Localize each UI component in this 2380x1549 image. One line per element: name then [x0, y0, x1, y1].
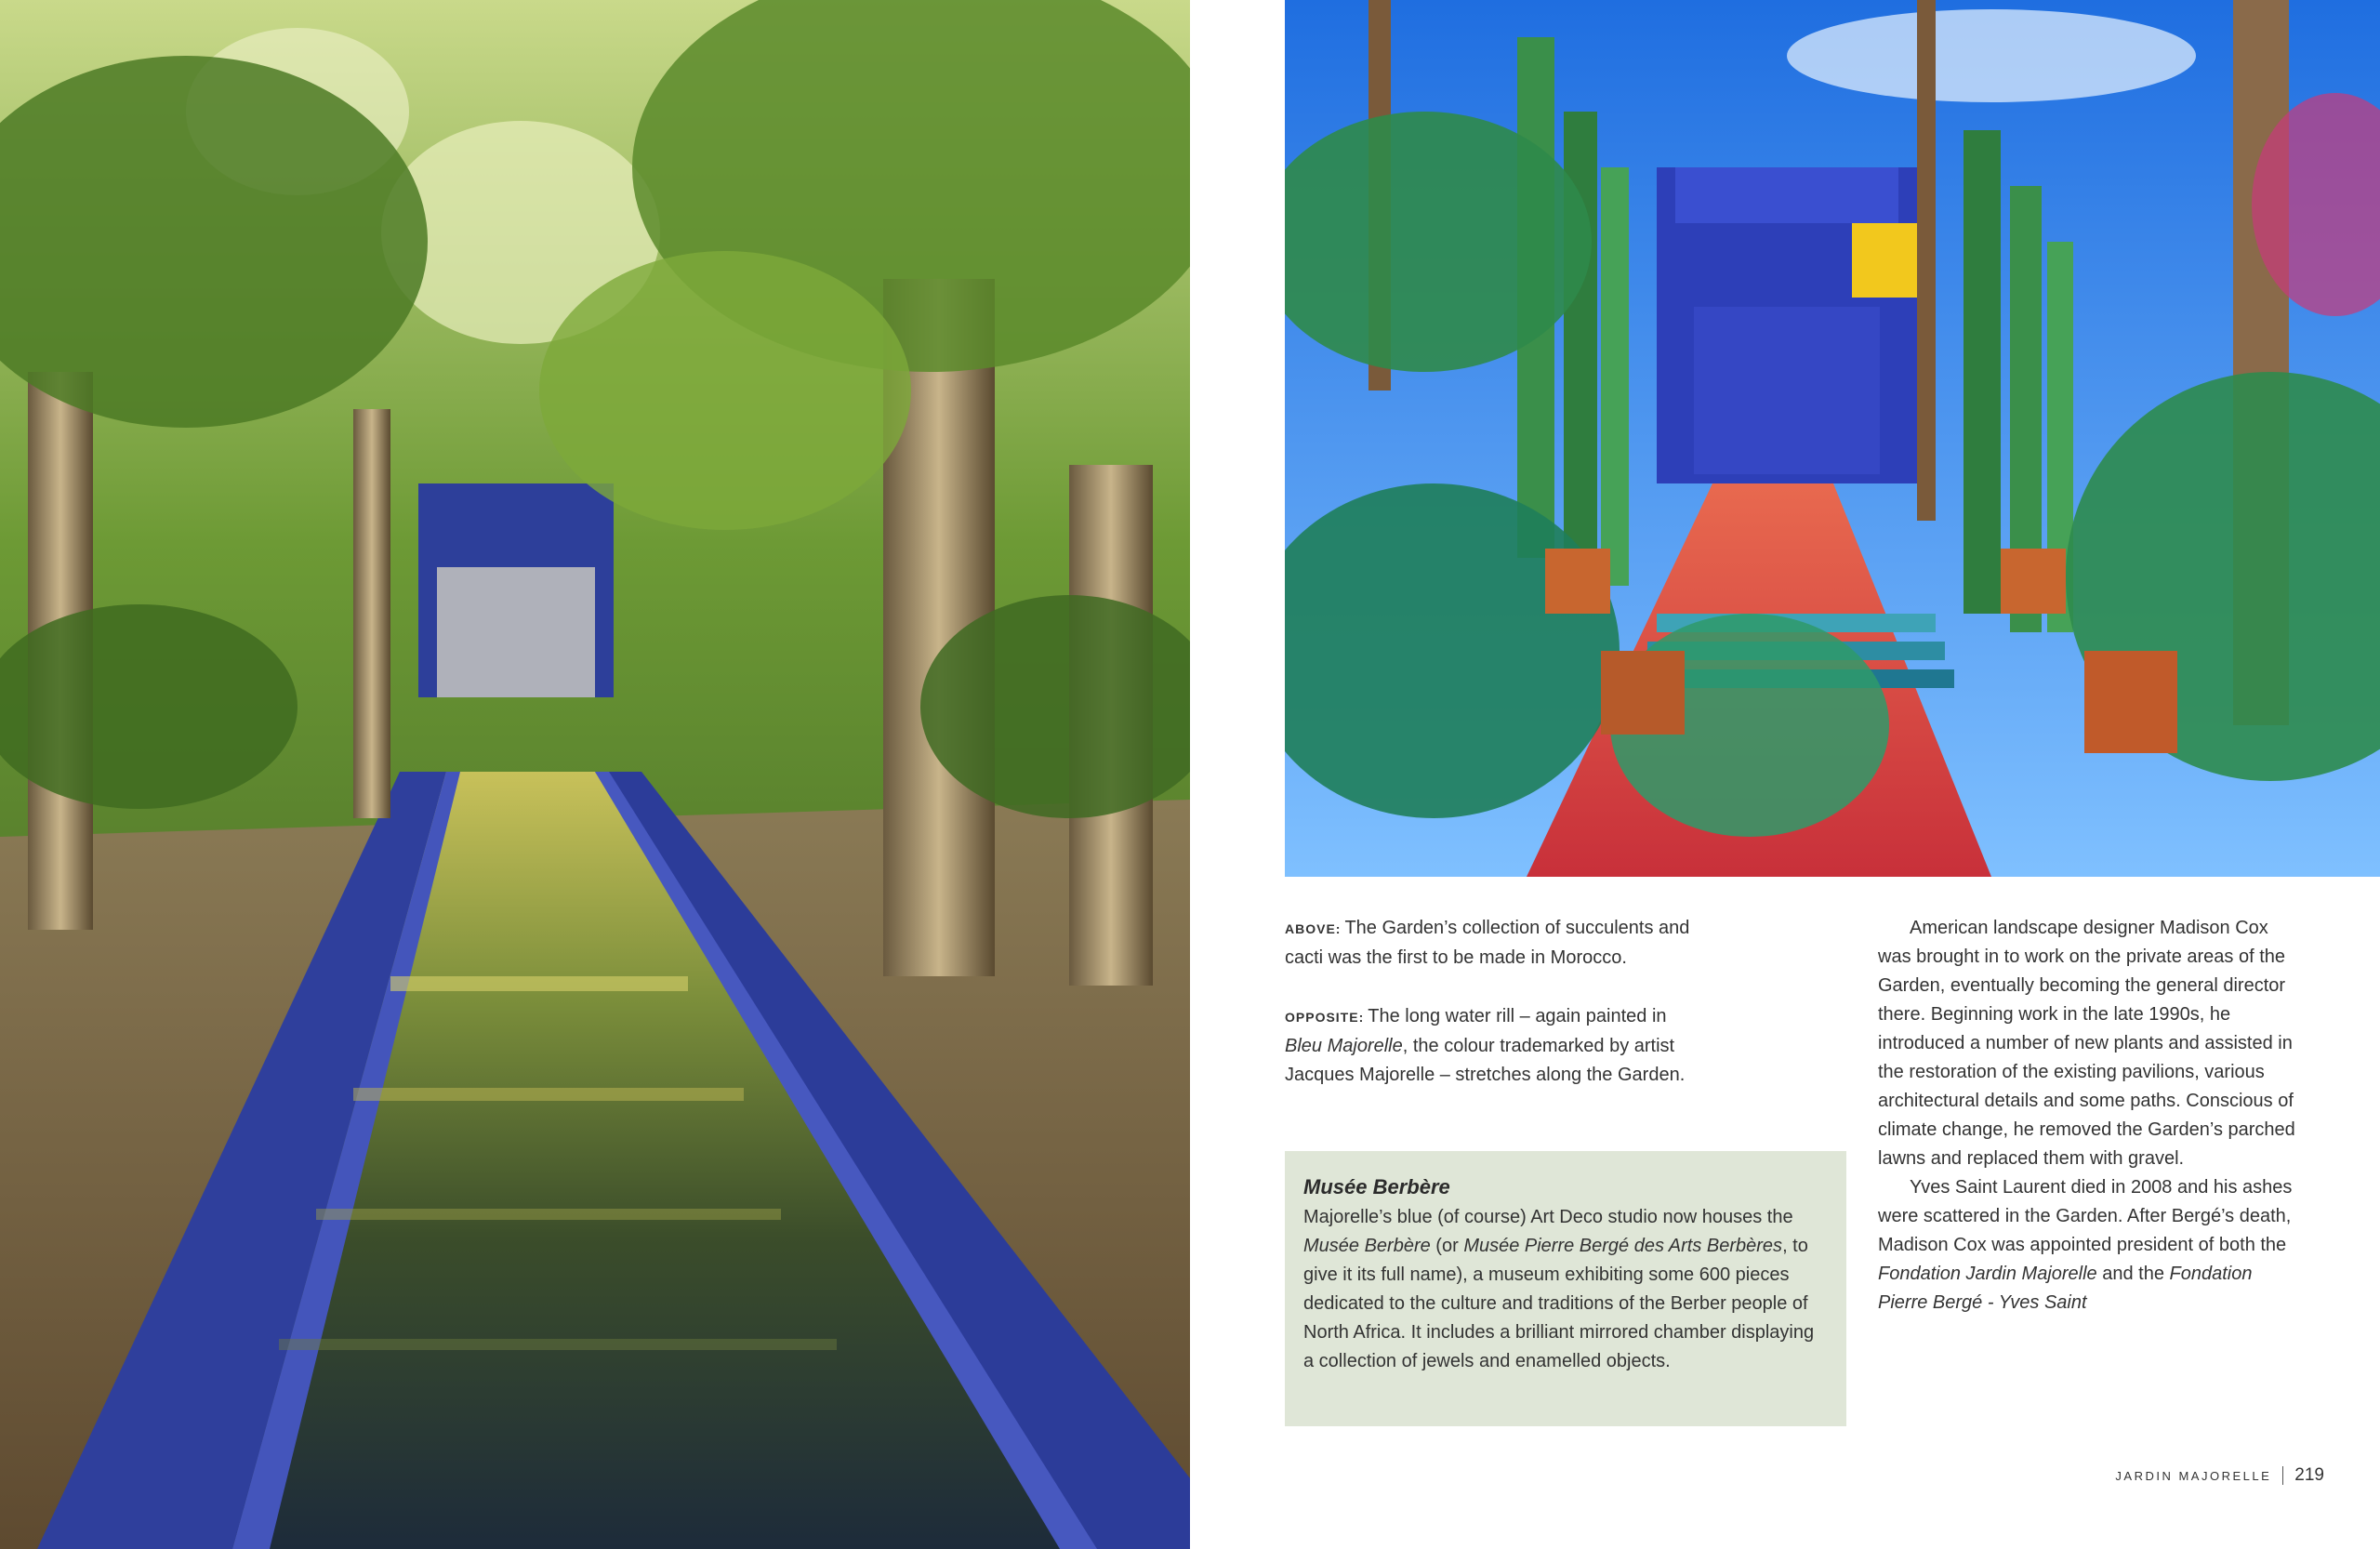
caption-opposite — [1285, 1002, 1694, 1090]
caption-opposite-text-after: , the colour trademarked by artist Jacques Majorelle – stretches along the Garden. — [1285, 1036, 1686, 1085]
body-paragraph-2-text-1: Yves Saint Laurent died in 2008 and his ashes were scattered in the Garden. After Bergé’s death, Madison Cox was appointed president of both the — [1878, 1177, 2293, 1255]
caption-above — [1285, 914, 1694, 973]
body-paragraph-2-text-2: and the — [2096, 1264, 2170, 1284]
caption-above-label: ABOVE: — [1285, 921, 1342, 936]
body-paragraph-2 — [1878, 1173, 2296, 1317]
sidebar-italic-2: Musée Pierre Bergé des Arts Berbères — [1463, 1236, 1783, 1256]
page-number: 219 — [2294, 1465, 2324, 1485]
page-folio — [2115, 1465, 2324, 1486]
body-paragraph-2-italic-2: Fondation Pierre Bergé - Yves Saint — [1878, 1264, 2253, 1313]
right-page — [1190, 0, 2380, 1549]
caption-opposite-italic: Bleu Majorelle — [1285, 1036, 1403, 1056]
body-paragraph-2-italic-1: Fondation Jardin Majorelle — [1878, 1264, 2097, 1284]
cactus-garden-illustration — [1285, 0, 2380, 877]
sidebar-text-2: (or — [1430, 1236, 1464, 1256]
sidebar-text-3: , to give it its full name), a museum exhibiting some 600 pieces dedicated to the culture and traditions of the Berber people of North Africa. It includes a brilliant mirrored chamber displaying a collection of jewels and enamelled objects. — [1303, 1236, 1815, 1371]
sidebar-italic-1: Musée Berbère — [1303, 1236, 1431, 1256]
caption-opposite-label: OPPOSITE: — [1285, 1010, 1365, 1025]
body-text-column — [1878, 914, 2296, 1317]
sidebar-heading: Musée Berbère — [1303, 1175, 1450, 1198]
photo-captions — [1285, 914, 1694, 1119]
body-paragraph-1: American landscape designer Madison Cox was brought in to work on the private areas of the Garden, eventually becoming the general director there. Beginning work in the late 1990s, he introduced a number of new plants and assisted in the restoration of the existing pavilions, various architectural details and some paths. Conscious of climate change, he removed the Garden’s parched lawns and replaced them with gravel. — [1878, 918, 2295, 1169]
running-title: JARDIN MAJORELLE — [2115, 1468, 2272, 1483]
sidebar-text-1: Majorelle’s blue (of course) Art Deco studio now houses the — [1303, 1207, 1793, 1227]
cactus-garden-photo — [1285, 0, 2380, 877]
caption-above-text: The Garden’s collection of succulents and cacti was the first to be made in Morocco. — [1285, 918, 1690, 968]
musee-berbere-sidebar — [1285, 1151, 1846, 1426]
sidebar-text — [1303, 1203, 1828, 1376]
caption-opposite-text-before: The long water rill – again painted in — [1368, 1006, 1667, 1026]
folio-divider — [2282, 1466, 2283, 1485]
